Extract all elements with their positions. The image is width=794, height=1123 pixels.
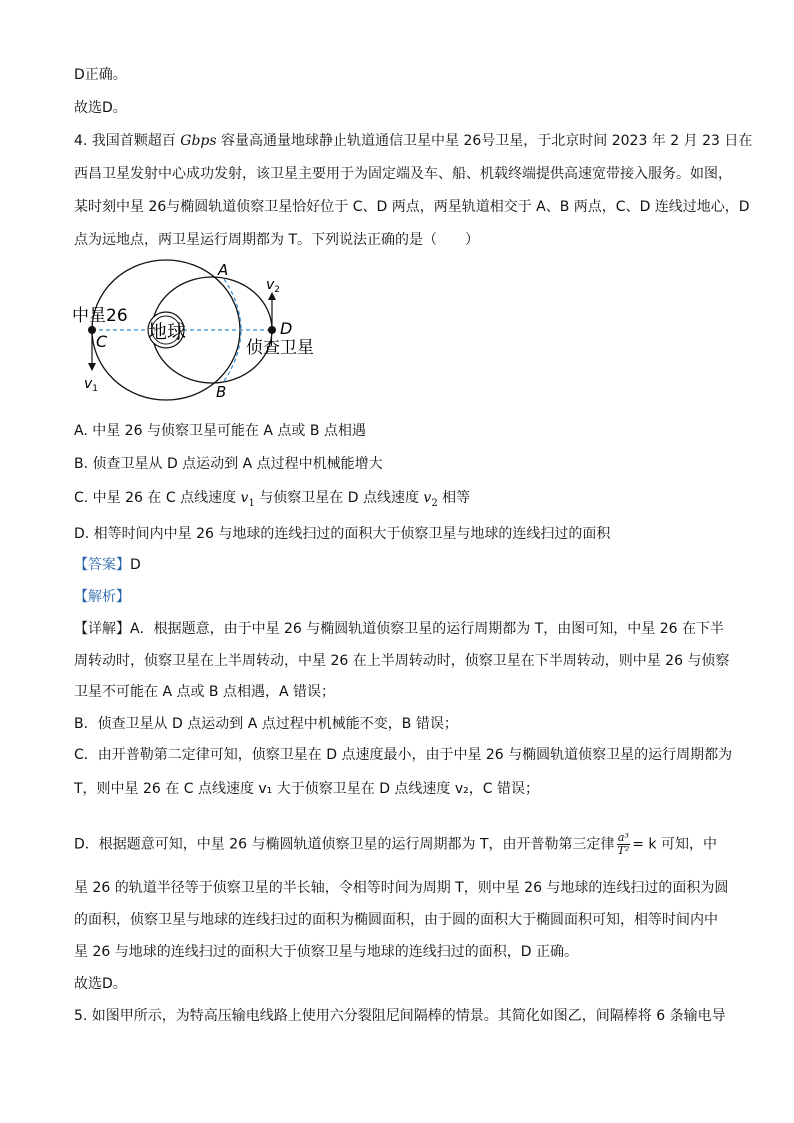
option-c bbox=[74, 488, 470, 514]
detail-line-10: 星 26 与地球的连线扫过的面积大于侦察卫星与地球的连线扫过的面积，D 正确。 bbox=[74, 944, 578, 960]
v2-label: $v_2$ bbox=[266, 277, 281, 295]
v1-arrowhead bbox=[88, 363, 96, 371]
detail-line-3: 卫星不可能在 A 点或 B 点相遇，A 错误； bbox=[74, 684, 336, 700]
answer-tag: 【答案】 bbox=[74, 557, 130, 573]
detail-line-9: 的面积，侦察卫星与地球的连线扫过的面积为椭圆面积，由于圆的面积大于椭圆面积可知，相等时间内中 bbox=[74, 912, 718, 928]
question-4-line-2: 西昌卫星发射中心成功发射，该卫星主要用于为固定端及车、船、机载终端提供高速宽带接入服务。如图， bbox=[74, 166, 732, 182]
q4-gbps: Gbps bbox=[180, 133, 217, 149]
kepler-fraction: $\frac{\text{a³}}{\text{T²}}$ bbox=[617, 831, 630, 857]
label-c: C bbox=[96, 332, 108, 351]
detail-line-7 bbox=[74, 832, 717, 857]
v1-symbol: $v_1$ bbox=[240, 490, 255, 509]
question-4-line-1 bbox=[74, 131, 752, 151]
spy-sat-label: 侦查卫星 bbox=[246, 338, 314, 358]
question-4-line-4: 点为远地点，两卫星运行周期都为 T。下列说法正确的是（ ） bbox=[74, 232, 480, 248]
label-b: B bbox=[216, 383, 227, 401]
prev-choice-line: 故选D。 bbox=[74, 100, 127, 116]
detail-line-1: 【详解】A．根据题意，由于中星 26 与椭圆轨道侦察卫星的运行周期都为 T，由图可知，中星 26 在下半 bbox=[74, 621, 725, 637]
detail-line-6: T，则中星 26 在 C 点线速度 v₁ 大于侦察卫星在 D 点线速度 v₂，C 错误； bbox=[74, 781, 539, 797]
option-b: B. 侦查卫星从 D 点运动到 A 点过程中机械能增大 bbox=[74, 456, 383, 472]
v2-symbol: $v_2$ bbox=[423, 490, 438, 509]
option-a: A. 中星 26 与侦察卫星可能在 A 点或 B 点相遇 bbox=[74, 423, 366, 439]
orbit-diagram bbox=[66, 255, 336, 405]
sat26-label: 中星26 bbox=[72, 306, 128, 326]
detail-line-8: 星 26 的轨道半径等于侦察卫星的半长轴，令相等时间为周期 T，则中星 26 与地球的连线扫过的面积为圆 bbox=[74, 880, 729, 896]
q4-text-2: 容量高通量地球静止轨道通信卫星中星 26号卫星，于北京时间 2023 年 2 月 23 日在 bbox=[216, 133, 753, 149]
option-c-text-3: 相等 bbox=[442, 490, 471, 506]
v1-label: $v_1$ bbox=[84, 376, 99, 394]
point-c-dot bbox=[88, 326, 96, 334]
prev-answer-line: D正确。 bbox=[74, 67, 127, 83]
question-5-line-1: 5. 如图甲所示，为特高压输电线路上使用六分裂阻尼间隔棒的情景。其简化如图乙，间隔棒将 6 条输电导 bbox=[74, 1008, 726, 1024]
detail-line-2: 周转动时，侦察卫星在上半周转动，中星 26 在上半周转动时，侦察卫星在下半周转动，则中星 26 与侦察 bbox=[74, 653, 730, 669]
question-4-line-3: 某时刻中星 26与椭圆轨道侦察卫星恰好位于 C、D 两点，两星轨道相交于 A、B 两点，C、D 连线过地心，D bbox=[74, 199, 750, 215]
option-c-text-2: 与侦察卫星在 D 点线速度 bbox=[259, 490, 424, 506]
detail-line-7-end: = k 可知，中 bbox=[632, 836, 717, 853]
label-a: A bbox=[218, 261, 229, 279]
earth-label: 地球 bbox=[148, 321, 187, 343]
answer-value: D bbox=[130, 557, 141, 573]
detail-line-5: C．由开普勒第二定律可知，侦察卫星在 D 点速度最小，由于中星 26 与椭圆轨道侦察卫星的运行周期都为 bbox=[74, 747, 733, 763]
detail-line-4: B．侦查卫星从 D 点运动到 A 点过程中机械能不变，B 错误； bbox=[74, 716, 458, 732]
label-d: D bbox=[280, 319, 293, 338]
q4-text: 4. 我国首颗超百 bbox=[74, 133, 181, 149]
option-c-text-1: C. 中星 26 在 C 点线速度 bbox=[74, 490, 241, 506]
detail-line-7-text: D．根据题意可知，中星 26 与椭圆轨道侦察卫星的运行周期都为 T，由开普勒第三定律 bbox=[74, 836, 615, 853]
answer-line bbox=[74, 555, 141, 575]
point-d-dot bbox=[268, 326, 276, 334]
detail-line-11: 故选D。 bbox=[74, 976, 127, 992]
option-d: D. 相等时间内中星 26 与地球的连线扫过的面积大于侦察卫星与地球的连线扫过的面积 bbox=[74, 526, 611, 542]
analysis-tag: 【解析】 bbox=[74, 589, 130, 605]
